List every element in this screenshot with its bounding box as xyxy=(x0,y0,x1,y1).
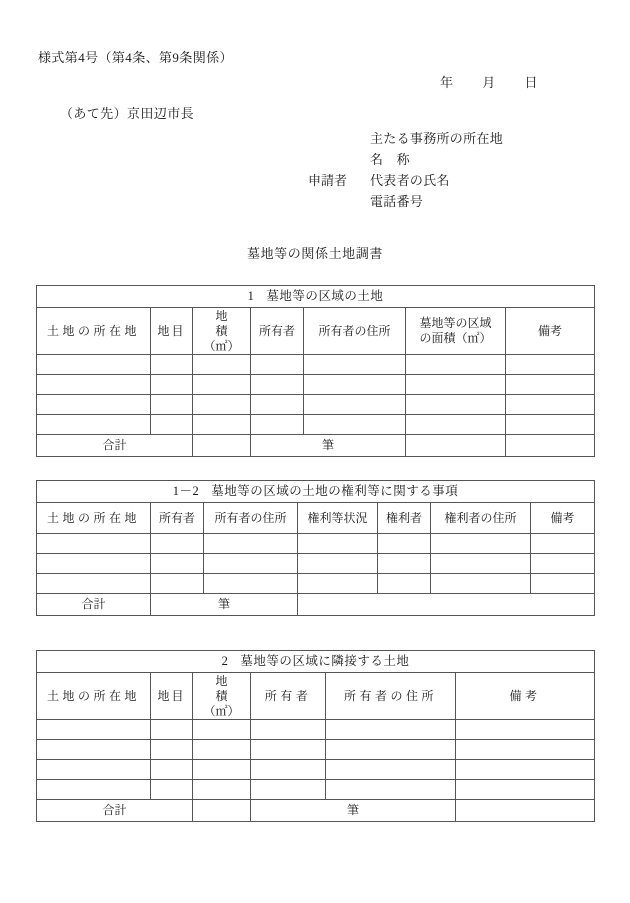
col-header-owner: 所有者 xyxy=(151,503,204,534)
applicant-phone-label: 電話番号 xyxy=(370,194,424,209)
col-header-location: 土地の所在地 xyxy=(37,503,151,534)
cell-location[interactable] xyxy=(37,760,151,780)
total-area-cell[interactable] xyxy=(193,800,251,822)
cell-owner[interactable] xyxy=(151,534,204,554)
cell-rights-holder[interactable] xyxy=(378,534,431,554)
col-header-area-line2: （㎡） xyxy=(203,703,240,718)
cell-owner[interactable] xyxy=(251,415,304,435)
col-header-graveyard-area xyxy=(406,308,506,355)
total-label: 合計 xyxy=(37,594,151,616)
cell-area[interactable] xyxy=(193,355,251,375)
cell-graveyard-area[interactable] xyxy=(406,375,506,395)
table-row[interactable] xyxy=(37,760,595,780)
cell-area[interactable] xyxy=(193,760,251,780)
total-unit-label: 筆 xyxy=(251,435,406,457)
table-row[interactable] xyxy=(37,554,595,574)
cell-owner-address[interactable] xyxy=(304,375,406,395)
cell-area[interactable] xyxy=(193,720,251,740)
total-remarks-cell[interactable] xyxy=(506,435,595,457)
cell-rights-status[interactable] xyxy=(298,574,378,594)
cell-location[interactable] xyxy=(37,355,151,375)
cell-owner[interactable] xyxy=(151,574,204,594)
date-day-label: 日 xyxy=(524,75,538,90)
table-caption-row xyxy=(37,286,595,308)
cell-rights-status[interactable] xyxy=(298,554,378,574)
cell-owner[interactable] xyxy=(251,355,304,375)
table-section-1 xyxy=(36,285,595,457)
cell-remarks[interactable] xyxy=(506,355,595,375)
cell-owner[interactable] xyxy=(251,740,326,760)
table-1-2-caption-text: 墓地等の区域の土地の権利等に関する事項 xyxy=(211,483,459,498)
table-1-caption-text: 墓地等の区域の土地 xyxy=(266,288,384,303)
table-row[interactable] xyxy=(37,534,595,554)
col-header-area-line1: 地 積 xyxy=(215,673,258,703)
applicant-row-office xyxy=(308,128,503,149)
cell-area[interactable] xyxy=(193,375,251,395)
cell-location[interactable] xyxy=(37,375,151,395)
table-1-caption-number: 1 xyxy=(247,288,255,303)
applicant-label: 申請者 xyxy=(308,173,348,188)
cell-rights-holder-address[interactable] xyxy=(431,534,531,554)
cell-remarks[interactable] xyxy=(531,554,595,574)
cell-owner-address[interactable] xyxy=(204,534,298,554)
cell-location[interactable] xyxy=(37,395,151,415)
total-unit-label: 筆 xyxy=(151,594,298,616)
cell-remarks[interactable] xyxy=(506,415,595,435)
table-row[interactable] xyxy=(37,375,595,395)
cell-owner-address[interactable] xyxy=(204,554,298,574)
col-header-remarks: 備考 xyxy=(456,673,595,720)
date-line xyxy=(440,72,538,91)
cell-owner-address[interactable] xyxy=(326,760,456,780)
cell-land-category[interactable] xyxy=(151,355,193,375)
page-title: 墓地等の関係土地調書 xyxy=(246,246,383,261)
table-row[interactable] xyxy=(37,415,595,435)
applicant-org-name-label: 名 称 xyxy=(370,152,410,167)
cell-location[interactable] xyxy=(37,740,151,760)
cell-remarks[interactable] xyxy=(506,375,595,395)
cell-area[interactable] xyxy=(193,395,251,415)
table-total-row xyxy=(37,594,595,616)
cell-owner-address[interactable] xyxy=(304,395,406,415)
cell-owner-address[interactable] xyxy=(326,780,456,800)
col-header-graveyard-area-line2: の面積（㎡） xyxy=(419,331,492,345)
cell-remarks[interactable] xyxy=(456,760,595,780)
table-caption-row xyxy=(37,481,595,503)
col-header-location: 土地の所在地 xyxy=(37,673,151,720)
cell-remarks[interactable] xyxy=(506,395,595,415)
total-label: 合計 xyxy=(37,800,193,822)
col-header-remarks: 備考 xyxy=(531,503,595,534)
applicant-row-rep xyxy=(308,170,503,191)
col-header-owner-address: 所有者の住所 xyxy=(204,503,298,534)
table-1-2-caption xyxy=(37,481,595,503)
total-rest-cell[interactable] xyxy=(298,594,595,616)
cell-rights-holder-address[interactable] xyxy=(431,554,531,574)
cell-rights-holder-address[interactable] xyxy=(431,574,531,594)
col-header-area-line1: 地 積 xyxy=(215,308,258,338)
cell-owner-address[interactable] xyxy=(204,574,298,594)
cell-location[interactable] xyxy=(37,534,151,554)
cell-remarks[interactable] xyxy=(456,780,595,800)
col-header-rights-holder-address: 権利者の住所 xyxy=(431,503,531,534)
cell-remarks[interactable] xyxy=(456,740,595,760)
cell-graveyard-area[interactable] xyxy=(406,355,506,375)
land-table-1-2 xyxy=(36,480,595,616)
col-header-land-category: 地目 xyxy=(151,308,193,355)
col-header-area xyxy=(193,673,258,720)
col-header-owner-address: 所有者の住所 xyxy=(304,308,406,355)
land-table-1 xyxy=(36,285,595,457)
cell-owner[interactable] xyxy=(251,780,326,800)
date-year-label: 年 xyxy=(440,75,454,90)
table-total-row xyxy=(37,435,595,457)
table-header-row xyxy=(37,308,595,355)
total-remarks-cell[interactable] xyxy=(456,800,595,822)
addressee-line: （あて先）京田辺市長 xyxy=(60,106,195,121)
table-row[interactable] xyxy=(37,395,595,415)
col-header-land-category: 地目 xyxy=(151,673,193,720)
cell-rights-status[interactable] xyxy=(298,534,378,554)
cell-remarks[interactable] xyxy=(531,574,595,594)
applicant-office-address-label: 主たる事務所の所在地 xyxy=(370,131,504,146)
date-month-label: 月 xyxy=(482,75,496,90)
cell-remarks[interactable] xyxy=(456,720,595,740)
cell-land-category[interactable] xyxy=(151,740,193,760)
table-row[interactable] xyxy=(37,355,595,375)
applicant-representative-label: 代表者の氏名 xyxy=(370,173,450,188)
cell-land-category[interactable] xyxy=(151,720,193,740)
col-header-area-line2: （㎡） xyxy=(203,338,240,353)
cell-location[interactable] xyxy=(37,574,151,594)
cell-land-category[interactable] xyxy=(151,760,193,780)
cell-owner-address[interactable] xyxy=(326,720,456,740)
cell-owner-address[interactable] xyxy=(304,355,406,375)
applicant-row-tel xyxy=(308,191,503,212)
table-header-row xyxy=(37,503,595,534)
cell-graveyard-area[interactable] xyxy=(406,395,506,415)
total-graveyard-area-cell[interactable] xyxy=(406,435,506,457)
cell-graveyard-area[interactable] xyxy=(406,415,506,435)
cell-rights-holder[interactable] xyxy=(378,554,431,574)
total-unit-label: 筆 xyxy=(251,800,456,822)
cell-area[interactable] xyxy=(193,780,251,800)
cell-owner[interactable] xyxy=(151,554,204,574)
cell-area[interactable] xyxy=(193,415,251,435)
cell-location[interactable] xyxy=(37,780,151,800)
table-1-caption xyxy=(37,286,595,308)
col-header-owner: 所有者 xyxy=(251,673,326,720)
table-2-caption xyxy=(37,651,595,673)
table-row[interactable] xyxy=(37,780,595,800)
cell-area[interactable] xyxy=(193,740,251,760)
table-2-caption-number: 2 xyxy=(221,653,229,668)
cell-location[interactable] xyxy=(37,554,151,574)
table-total-row xyxy=(37,800,595,822)
cell-owner[interactable] xyxy=(251,395,304,415)
col-header-rights-holder: 権利者 xyxy=(378,503,431,534)
table-row[interactable] xyxy=(37,740,595,760)
land-table-2 xyxy=(36,650,595,822)
cell-land-category[interactable] xyxy=(151,395,193,415)
col-header-rights-status: 権利等状況 xyxy=(298,503,378,534)
cell-rights-holder[interactable] xyxy=(378,574,431,594)
cell-owner[interactable] xyxy=(251,375,304,395)
applicant-row-name xyxy=(308,149,503,170)
cell-owner[interactable] xyxy=(251,760,326,780)
table-caption-row xyxy=(37,651,595,673)
form-number: 様式第4号（第4条、第9条関係） xyxy=(38,50,233,65)
cell-land-category[interactable] xyxy=(151,415,193,435)
cell-land-category[interactable] xyxy=(151,780,193,800)
total-label: 合計 xyxy=(37,435,193,457)
cell-remarks[interactable] xyxy=(531,534,595,554)
table-2-caption-text: 墓地等の区域に隣接する土地 xyxy=(240,653,410,668)
table-header-row xyxy=(37,673,595,720)
cell-land-category[interactable] xyxy=(151,375,193,395)
col-header-owner-address: 所有者の住所 xyxy=(326,673,456,720)
cell-owner-address[interactable] xyxy=(326,740,456,760)
col-header-graveyard-area-line1: 墓地等の区域 xyxy=(419,316,492,330)
col-header-area xyxy=(193,308,258,355)
applicant-block xyxy=(308,128,503,212)
cell-location[interactable] xyxy=(37,720,151,740)
table-section-2 xyxy=(36,650,595,822)
cell-owner[interactable] xyxy=(251,720,326,740)
table-row[interactable] xyxy=(37,720,595,740)
total-area-cell[interactable] xyxy=(193,435,251,457)
cell-location[interactable] xyxy=(37,415,151,435)
table-row[interactable] xyxy=(37,574,595,594)
col-header-owner: 所有者 xyxy=(251,308,304,355)
col-header-location: 土地の所在地 xyxy=(37,308,151,355)
cell-owner-address[interactable] xyxy=(304,415,406,435)
table-1-2-caption-number: 1－2 xyxy=(172,483,200,498)
col-header-remarks: 備考 xyxy=(506,308,595,355)
table-section-1-2 xyxy=(36,480,595,616)
